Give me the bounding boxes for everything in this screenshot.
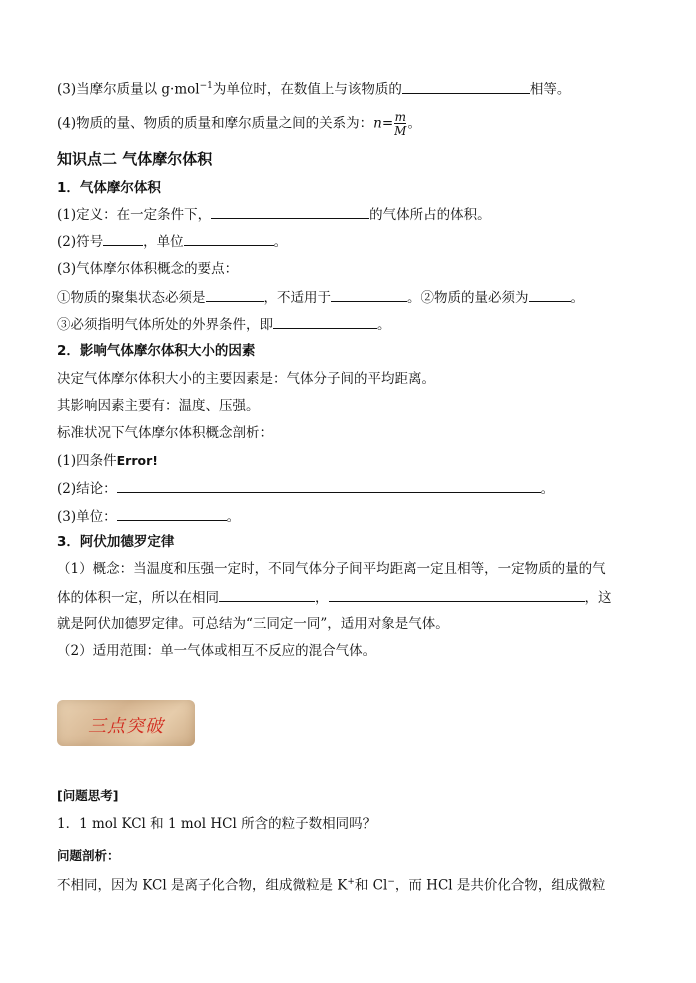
section-heading-1: 1．气体摩尔体积 xyxy=(57,180,161,196)
superscript: − xyxy=(387,877,395,887)
text: ，不适用于 xyxy=(263,290,331,306)
text: 和 Cl xyxy=(354,877,388,894)
line-state-requirement xyxy=(57,287,584,308)
line-stp-analysis: 标准状况下气体摩尔体积概念剖析： xyxy=(57,425,273,441)
line-avogadro-law: 就是阿伏加德罗定律。可总结为“三同定一同”，适用对象是气体。 xyxy=(57,616,449,632)
line-avogadro-concept-cont xyxy=(57,587,612,608)
fill-blank[interactable] xyxy=(219,587,315,602)
text: (1)四条件 xyxy=(57,453,117,469)
fill-blank[interactable] xyxy=(402,79,530,94)
line-molar-mass-numeric xyxy=(57,76,570,100)
text: (3)单位： xyxy=(57,509,117,525)
badge-label: 三点突破 xyxy=(88,716,164,737)
formula-n: n xyxy=(373,115,382,132)
text: ③必须指明气体所处的外界条件，即 xyxy=(57,317,273,333)
line-definition xyxy=(57,204,491,225)
text: 。 xyxy=(226,509,241,525)
line-relation-formula xyxy=(57,111,421,137)
superscript: −1 xyxy=(199,81,213,91)
fill-blank[interactable] xyxy=(331,287,407,302)
section-heading-3: 3．阿伏加德罗定律 xyxy=(57,534,175,550)
text: (3)当摩尔质量以 g·mol xyxy=(57,81,200,98)
text: 相等。 xyxy=(529,81,571,98)
text: ，这 xyxy=(584,590,612,606)
error-text: Error! xyxy=(116,453,158,468)
section-badge xyxy=(57,700,195,746)
analysis-text xyxy=(57,872,605,896)
fill-blank[interactable] xyxy=(103,231,143,246)
line-unit xyxy=(57,506,240,527)
text: 为单位时，在数值上与该物质的 xyxy=(212,81,402,98)
numerator: m xyxy=(394,110,406,124)
fill-blank[interactable] xyxy=(273,314,377,329)
fill-blank[interactable] xyxy=(206,287,264,302)
text: 不相同，因为 KCl 是离子化合物，组成微粒是 K xyxy=(57,877,348,894)
text: ，单位 xyxy=(143,234,184,250)
line-influencing-factors: 其影响因素主要有：温度、压强。 xyxy=(57,398,260,414)
line-main-factor: 决定气体摩尔体积大小的主要因素是：气体分子间的平均距离。 xyxy=(57,371,435,387)
fill-blank[interactable] xyxy=(529,287,571,302)
line-conditions xyxy=(57,314,391,335)
text: 。 xyxy=(570,290,584,306)
text: 。 xyxy=(540,481,555,497)
line-scope: （2）适用范围：单一气体或相互不反应的混合气体。 xyxy=(57,643,377,659)
line-symbol-unit xyxy=(57,231,287,252)
text: 。 xyxy=(407,115,421,132)
fill-blank[interactable] xyxy=(117,478,541,493)
superscript: + xyxy=(347,877,355,887)
text: 体的体积一定，所以在相同 xyxy=(57,590,219,606)
fill-blank[interactable] xyxy=(211,204,369,219)
formula-equals: = xyxy=(381,115,394,132)
question-1: 1．1 mol KCl 和 1 mol HCl 所含的粒子数相同吗？ xyxy=(57,816,377,832)
line-conclusion xyxy=(57,478,554,499)
analysis-heading: 问题剖析： xyxy=(57,848,120,863)
denominator: M xyxy=(394,124,407,138)
text: (2)符号 xyxy=(57,234,104,250)
text: ①物质的聚集状态必须是 xyxy=(57,290,206,306)
section-heading-2: 2．影响气体摩尔体积大小的因素 xyxy=(57,343,256,359)
fill-blank[interactable] xyxy=(329,587,585,602)
text: (2)结论： xyxy=(57,481,117,497)
knowledge-point-heading: 知识点二 气体摩尔体积 xyxy=(57,150,213,168)
text: 。②物质的量必须为 xyxy=(407,290,529,306)
text: (1)定义：在一定条件下， xyxy=(57,207,212,223)
fill-blank[interactable] xyxy=(117,506,227,521)
question-heading: [问题思考] xyxy=(57,788,119,803)
text: 。 xyxy=(377,317,391,333)
line-avogadro-concept: （1）概念：当温度和压强一定时，不同气体分子间平均距离一定且相等，一定物质的量的气 xyxy=(57,561,606,577)
text: ，而 HCl 是共价化合物，组成微粒 xyxy=(394,877,606,894)
text: 的气体所占的体积。 xyxy=(369,207,491,223)
text: 。 xyxy=(273,234,288,250)
line-key-points: (3)气体摩尔体积概念的要点： xyxy=(57,261,239,277)
fill-blank[interactable] xyxy=(184,231,274,246)
text: ， xyxy=(315,590,329,606)
fraction-m-over-M xyxy=(394,111,406,137)
text: (4)物质的量、物质的质量和摩尔质量之间的关系为： xyxy=(57,115,374,132)
line-four-conditions xyxy=(57,451,158,471)
